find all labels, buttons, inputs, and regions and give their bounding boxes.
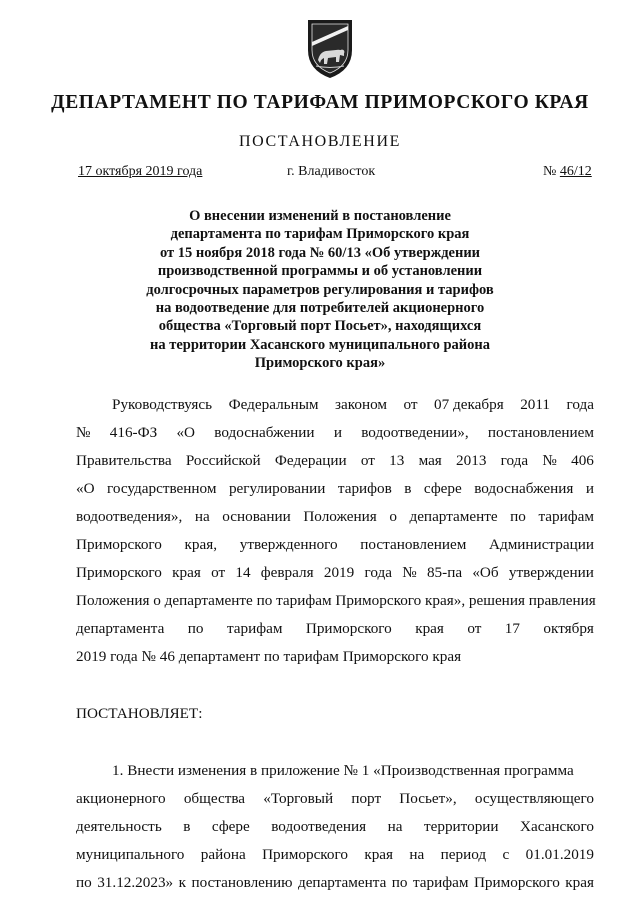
line-word: утверждении bbox=[508, 564, 594, 581]
line-word: на bbox=[409, 846, 425, 863]
line-word: «Об bbox=[472, 564, 499, 581]
primorsky-coat-of-arms-icon bbox=[302, 16, 358, 80]
document-title bbox=[100, 207, 540, 373]
line-word: водоотведения bbox=[271, 818, 367, 835]
line-word: края, bbox=[184, 536, 218, 553]
line-word: на bbox=[194, 508, 210, 525]
title-line: общества «Торговый порт Посьет», находящихся bbox=[158, 318, 482, 335]
line-word: Приморского bbox=[473, 874, 560, 891]
line-word: 07 декабря bbox=[434, 396, 504, 413]
line-word: тарифов bbox=[337, 480, 392, 497]
line-word: Администрации bbox=[489, 536, 594, 553]
line-word: Приморского bbox=[262, 846, 348, 863]
line-word: сфере bbox=[211, 818, 250, 835]
preamble-line bbox=[112, 396, 594, 414]
line-word: Посьет», bbox=[399, 790, 457, 807]
title-line: на водоотведение для потребителей акционерного bbox=[155, 300, 485, 317]
number-value: 46/12 bbox=[559, 164, 592, 179]
line-word: муниципального bbox=[76, 846, 185, 863]
preamble-line bbox=[76, 564, 594, 582]
line-word: 406 bbox=[571, 452, 594, 469]
title-line: производственной программы и об установлении bbox=[157, 263, 483, 280]
line-word: по bbox=[187, 620, 204, 637]
line-word: в bbox=[183, 818, 191, 835]
line-word: осуществляющего bbox=[474, 790, 594, 807]
line-word: Российской bbox=[185, 452, 261, 469]
line-word: по bbox=[510, 508, 526, 525]
line-word: утвержденного bbox=[239, 536, 338, 553]
line-word: Положения о департаменте по тарифам Приморского края», решения правления bbox=[76, 592, 596, 609]
line-word: законом bbox=[335, 396, 388, 413]
item1-line bbox=[76, 846, 594, 864]
line-word: департаменте bbox=[409, 508, 498, 525]
line-word: водоснабжении bbox=[214, 424, 315, 441]
preamble-line bbox=[76, 424, 594, 442]
line-word: водоотведении», bbox=[361, 424, 469, 441]
line-word: в bbox=[404, 480, 412, 497]
line-word: 2011 bbox=[520, 396, 551, 413]
line-word: по bbox=[76, 874, 92, 891]
line-word: и bbox=[333, 424, 342, 441]
line-word: департамента bbox=[297, 874, 387, 891]
line-word: Положения bbox=[303, 508, 377, 525]
line-word: тарифам bbox=[538, 508, 594, 525]
number-prefix: № bbox=[543, 164, 557, 179]
line-word: февраля bbox=[260, 564, 314, 581]
line-word: постановлением bbox=[360, 536, 467, 553]
line-word: акционерного bbox=[76, 790, 166, 807]
line-word: от bbox=[467, 620, 482, 637]
line-word: Федеральным bbox=[228, 396, 319, 413]
preamble-line bbox=[76, 592, 594, 610]
line-word: района bbox=[200, 846, 246, 863]
line-word: Правительства bbox=[76, 452, 172, 469]
line-word: постановлением bbox=[487, 424, 594, 441]
line-word: постановлению bbox=[191, 874, 293, 891]
preamble-line bbox=[76, 452, 594, 470]
line-word: октября bbox=[543, 620, 594, 637]
line-word: основании bbox=[222, 508, 291, 525]
line-word: «О bbox=[176, 424, 196, 441]
line-word: 01.01.2019 bbox=[525, 846, 594, 863]
department-name: ДЕПАРТАМЕНТ ПО ТАРИФАМ ПРИМОРСКОГО КРАЯ bbox=[51, 92, 589, 113]
document-type: ПОСТАНОВЛЕНИЕ bbox=[239, 133, 401, 150]
line-word: общества bbox=[183, 790, 246, 807]
line-word: на bbox=[387, 818, 403, 835]
title-line: О внесении изменений в постановление bbox=[189, 208, 451, 224]
line-word: края bbox=[172, 564, 201, 581]
line-word: 1. Внести изменения в приложение № 1 «Производственная программа bbox=[112, 762, 574, 779]
line-word: 17 bbox=[504, 620, 520, 637]
line-word: «О bbox=[76, 480, 95, 497]
line-word: края bbox=[364, 846, 394, 863]
title-line: долгосрочных параметров регулирования и тарифов bbox=[146, 281, 494, 298]
line-word: сфере bbox=[423, 480, 462, 497]
line-word: Хасанского bbox=[520, 818, 594, 835]
item1-line bbox=[76, 818, 594, 836]
title-line: Приморского края» bbox=[254, 355, 386, 372]
line-word: года bbox=[500, 452, 529, 469]
line-word: 14 bbox=[235, 564, 251, 581]
line-word: Руководствуясь bbox=[112, 396, 213, 413]
line-word: 416-ФЗ bbox=[109, 424, 158, 441]
preamble-line bbox=[76, 536, 594, 554]
line-word: период bbox=[440, 846, 487, 863]
line-word: края bbox=[565, 874, 594, 891]
line-word: 2019 bbox=[323, 564, 355, 581]
line-word: от bbox=[211, 564, 226, 581]
line-word: департамента bbox=[76, 620, 165, 637]
line-word: № bbox=[76, 424, 91, 441]
line-word: года bbox=[566, 396, 594, 413]
title-line: на территории Хасанского муниципального района bbox=[149, 336, 491, 353]
line-word: «Торговый bbox=[263, 790, 334, 807]
line-word: от bbox=[403, 396, 418, 413]
line-word: 31.12.2023» bbox=[97, 874, 174, 891]
line-word: по bbox=[391, 874, 408, 891]
preamble-line bbox=[76, 648, 594, 666]
line-word: и bbox=[585, 480, 594, 497]
line-word: Приморского bbox=[305, 620, 392, 637]
document-city: г. Владивосток bbox=[287, 164, 376, 179]
line-word: территории bbox=[423, 818, 499, 835]
line-word: № bbox=[542, 452, 557, 469]
document-number bbox=[543, 164, 592, 180]
item1-line bbox=[76, 874, 594, 892]
line-word: 13 bbox=[389, 452, 405, 469]
document-date: 17 октября 2019 года bbox=[78, 164, 203, 179]
preamble-line bbox=[76, 480, 594, 498]
line-word: тарифам bbox=[226, 620, 283, 637]
line-word: 85-па bbox=[426, 564, 463, 581]
line-word: края bbox=[415, 620, 444, 637]
line-word: Приморского bbox=[76, 564, 162, 581]
line-word: Федерации bbox=[274, 452, 347, 469]
line-word: Приморского bbox=[76, 536, 162, 553]
resolves-heading: ПОСТАНОВЛЯЕТ: bbox=[76, 705, 203, 722]
line-word: о bbox=[389, 508, 397, 525]
line-word: мая bbox=[418, 452, 442, 469]
line-word: года bbox=[364, 564, 392, 581]
title-line: департамента по тарифам Приморского края bbox=[170, 226, 470, 243]
line-word: тарифам bbox=[412, 874, 469, 891]
line-word: деятельность bbox=[76, 818, 162, 835]
line-word: 2013 bbox=[456, 452, 487, 469]
line-word: к bbox=[178, 874, 186, 891]
preamble-line bbox=[76, 620, 594, 638]
preamble-line bbox=[76, 508, 594, 526]
line-word: водоотведения», bbox=[76, 508, 183, 525]
title-line: от 15 ноября 2018 года № 60/13 «Об утверждении bbox=[159, 244, 481, 261]
line-word: порт bbox=[351, 790, 382, 807]
line-word: 2019 года № 46 департамент по тарифам Приморского края bbox=[76, 648, 462, 665]
line-word: с bbox=[502, 846, 510, 863]
line-word: государственном bbox=[107, 480, 217, 497]
item1-line bbox=[76, 790, 594, 808]
line-word: № bbox=[402, 564, 417, 581]
item1-line bbox=[112, 762, 594, 780]
line-word: от bbox=[360, 452, 375, 469]
line-word: регулировании bbox=[228, 480, 326, 497]
line-word: водоснабжения bbox=[474, 480, 574, 497]
